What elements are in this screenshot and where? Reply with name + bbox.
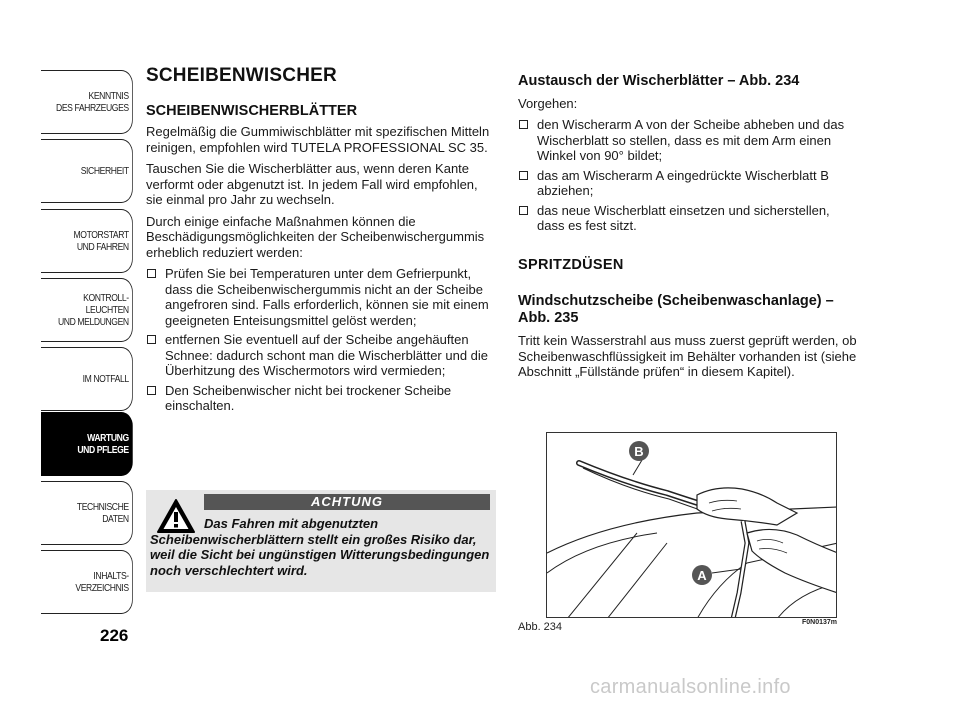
tab-label: SICHERHEIT bbox=[80, 165, 129, 177]
tab-inhaltsverzeichnis[interactable] bbox=[41, 550, 133, 614]
warning-text: Das Fahren mit abgenutzten Scheibenwischerblättern stellt ein großes Risiko dar, weil die Sicht bei ungünstigen Witterungsbedingungen noch verschlechtert wird. bbox=[150, 516, 490, 578]
tab-label: KONTROLL- LEUCHTEN UND MELDUNGEN bbox=[58, 292, 129, 328]
list-item-text: Prüfen Sie bei Temperaturen unter dem Gefrierpunkt, dass die Scheibenwischergummis nicht an der Scheibe angefroren sind. Falls erforderlich, können sie mit einem geeigneten Enteisungsmittel gelöst werden; bbox=[165, 266, 489, 328]
callout-b-label: B bbox=[634, 444, 644, 459]
paragraph: Tritt kein Wasserstrahl aus muss zuerst geprüft werden, ob Scheibenwaschflüssigkeit im Behälter vorhanden ist (siehe Abschnitt „Füllstände prüfen“ in diesem Kapitel). bbox=[518, 333, 857, 379]
list-item bbox=[518, 168, 858, 199]
checkbox-bullet-icon bbox=[519, 120, 528, 129]
bullet-list bbox=[518, 117, 858, 234]
watermark: carmanualsonline.info bbox=[590, 676, 791, 698]
tab-label: INHALTS- VERZEICHNIS bbox=[75, 570, 129, 594]
list-item-text: entfernen Sie eventuell auf der Scheibe angehäuften Schnee: dadurch schont man die Wischerblätter und die Überhitzung des Wischermotors wird vermieden; bbox=[165, 332, 489, 378]
figure-caption: Abb. 234 bbox=[518, 621, 563, 633]
tab-motorstart[interactable] bbox=[41, 209, 133, 273]
paragraph: Durch einige einfache Maßnahmen können die Beschädigungsmöglichkeiten der Scheibenwischergummis erheblich reduziert werden: bbox=[146, 213, 485, 260]
section-title: SCHEIBENWISCHERBLÄTTER bbox=[146, 102, 358, 119]
tab-label: KENNTNIS DES FAHRZEUGES bbox=[56, 90, 129, 114]
tab-im-notfall[interactable] bbox=[41, 347, 133, 411]
tab-label: TECHNISCHE DATEN bbox=[76, 501, 129, 525]
checkbox-bullet-icon bbox=[147, 335, 156, 344]
tab-label: MOTORSTART UND FAHREN bbox=[73, 229, 129, 253]
tab-label: WARTUNG UND PFLEGE bbox=[77, 432, 129, 456]
list-item bbox=[146, 266, 496, 328]
paragraph: Tauschen Sie die Wischerblätter aus, wenn deren Kante verformt oder abgenutzt ist. In jedem Fall wird empfohlen, sie einmal pro Jahr zu wechseln. bbox=[146, 161, 478, 207]
right-column bbox=[518, 74, 858, 386]
warning-box bbox=[146, 490, 496, 592]
checkbox-bullet-icon bbox=[147, 269, 156, 278]
warning-header: ACHTUNG bbox=[204, 494, 490, 510]
wiper-illustration bbox=[547, 433, 837, 618]
tab-technische-daten[interactable] bbox=[41, 481, 133, 545]
list-item-text: den Wischerarm A von der Scheibe abheben und das Wischerblatt so stellen, dass es mit dem Arm einen Winkel von 90° bildet; bbox=[537, 117, 845, 163]
paragraph: Regelmäßig die Gummiwischblätter mit spezifischen Mitteln reinigen, empfohlen wird TUTELA PROFESSIONAL SC 35. bbox=[146, 124, 490, 155]
subsection-title: Windschutzscheibe (Scheibenwaschanlage) – Abb. 235 bbox=[518, 293, 834, 326]
callout-a-label: A bbox=[697, 568, 707, 583]
subsection-title: Austausch der Wischerblätter – Abb. 234 bbox=[518, 73, 800, 89]
tab-label: IM NOTFALL bbox=[82, 373, 129, 385]
tab-kontrollleuchten[interactable] bbox=[41, 278, 133, 342]
tab-wartung-active[interactable] bbox=[41, 412, 133, 476]
list-item bbox=[146, 332, 496, 379]
page-title: SCHEIBENWISCHER bbox=[146, 65, 337, 86]
tab-sicherheit[interactable] bbox=[41, 139, 133, 203]
list-item bbox=[146, 383, 496, 414]
bullet-list bbox=[146, 266, 496, 414]
checkbox-bullet-icon bbox=[147, 386, 156, 395]
paragraph: Vorgehen: bbox=[518, 95, 578, 111]
list-item-text: das neue Wischerblatt einsetzen und sicherstellen, dass es fest sitzt. bbox=[537, 202, 830, 233]
section-title: SPRITZDÜSEN bbox=[518, 256, 624, 273]
list-item-text: das am Wischerarm A eingedrückte Wischerblatt B abziehen; bbox=[537, 167, 829, 198]
left-column bbox=[146, 65, 496, 418]
list-item-text: Den Scheibenwischer nicht bei trockener Scheibe einschalten. bbox=[165, 382, 452, 413]
checkbox-bullet-icon bbox=[519, 171, 528, 180]
page-number: 226 bbox=[100, 626, 129, 645]
tab-kenntnis[interactable] bbox=[41, 70, 133, 134]
figure-code: F0N0137m bbox=[802, 619, 838, 626]
checkbox-bullet-icon bbox=[519, 206, 528, 215]
list-item bbox=[518, 117, 858, 164]
list-item bbox=[518, 203, 858, 234]
figure-wiper-blade bbox=[546, 432, 837, 618]
